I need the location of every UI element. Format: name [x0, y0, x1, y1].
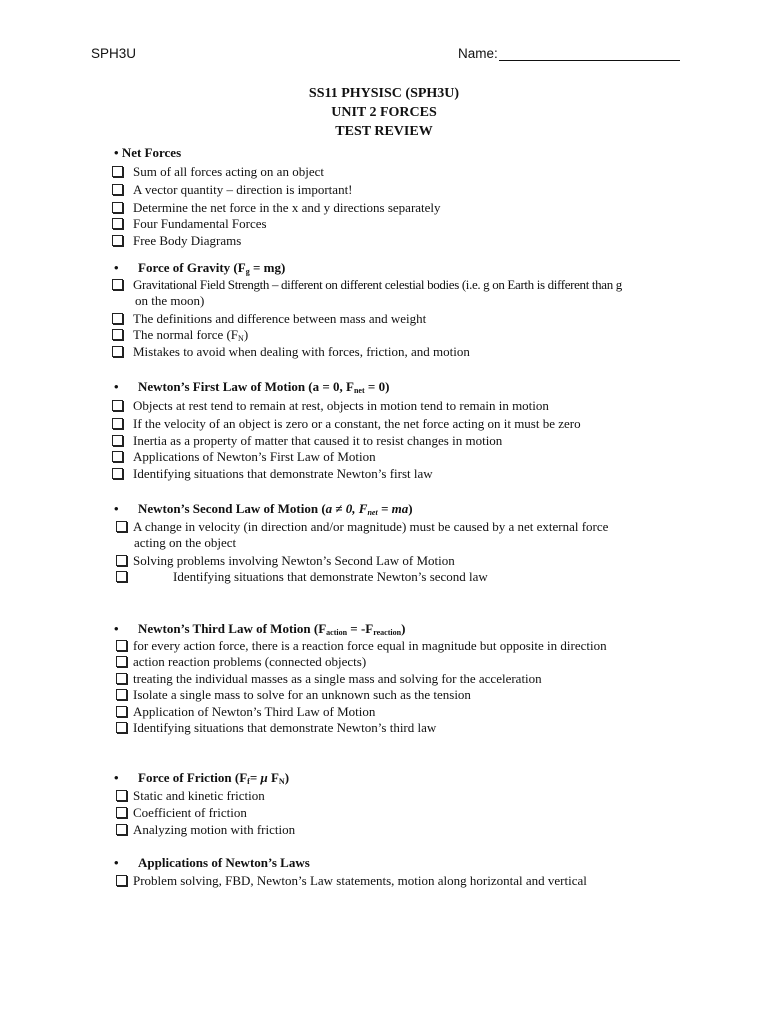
checklist-item: If the velocity of an object is zero or a constant, the net force acting on it must be zero — [112, 415, 581, 432]
checkbox-icon — [116, 722, 127, 733]
checklist-item: Identifying situations that demonstrate Newton’s second law — [116, 568, 488, 585]
checkbox-icon — [112, 313, 123, 324]
checkbox-icon — [116, 656, 127, 667]
checklist-item: Identifying situations that demonstrate Newton’s third law — [116, 719, 436, 736]
checkbox-icon — [112, 202, 123, 213]
checklist-item: Static and kinetic friction — [116, 787, 265, 804]
checkbox-icon — [112, 218, 123, 229]
checkbox-icon — [116, 571, 127, 582]
checklist-item: A vector quantity – direction is important! — [112, 181, 353, 198]
name-blank-line — [499, 46, 680, 61]
title-line-2: UNIT 2 FORCES — [331, 105, 437, 120]
checkbox-icon — [112, 166, 123, 177]
checkbox-icon — [116, 689, 127, 700]
title-line-3: TEST REVIEW — [335, 124, 433, 139]
checkbox-icon — [116, 673, 127, 684]
checklist-item: Application of Newton’s Third Law of Motion — [116, 703, 375, 720]
section-heading-first-law: • Newton’s First Law of Motion (a = 0, $F_{net} = 0$) — [114, 379, 390, 395]
checkbox-icon — [112, 346, 123, 357]
checklist-item: A change in velocity (in direction and/or magnitude) must be caused by a net external force — [116, 518, 608, 535]
checklist-item: The normal force $(F_N)$ — [112, 326, 248, 343]
checklist-item: Coefficient of friction — [116, 804, 247, 821]
checkbox-icon — [112, 451, 123, 462]
section-heading-second-law: • Newton’s Second Law of Motion (a ≠ 0, $F_{net} = ma$) — [114, 501, 413, 517]
checkbox-icon — [116, 807, 127, 818]
checkbox-icon — [116, 824, 127, 835]
checkbox-icon — [112, 279, 123, 290]
checklist-item: Objects at rest tend to remain at rest, objects in motion tend to remain in motion — [112, 397, 549, 414]
section-heading-net-forces: • Net Forces — [114, 145, 182, 160]
checkbox-icon — [112, 235, 123, 246]
checkbox-icon — [116, 640, 127, 651]
checklist-item: Identifying situations that demonstrate Newton’s first law — [112, 465, 433, 482]
checklist-item: Applications of Newton’s First Law of Motion — [112, 448, 376, 465]
checklist-item: Gravitational Field Strength – different on different celestial bodies (i.e. g on Earth is different than g — [112, 276, 622, 293]
checkbox-icon — [116, 875, 127, 886]
checklist-item: Problem solving, FBD, Newton’s Law statements, motion along horizontal and vertical — [116, 872, 587, 889]
course-code: SPH3U — [91, 46, 137, 61]
checklist-item-continuation: acting on the object — [134, 535, 237, 550]
bullet: • — [114, 145, 119, 160]
checkbox-icon — [112, 184, 123, 195]
checkbox-icon — [112, 468, 123, 479]
checkbox-icon — [116, 555, 127, 566]
checklist-item: treating the individual masses as a single mass and solving for the acceleration — [116, 670, 542, 687]
section-heading-gravity: • Force of Gravity $(F_g = mg)$ — [114, 260, 286, 276]
checkbox-icon — [116, 790, 127, 801]
checklist-item: Mistakes to avoid when dealing with forces, friction, and motion — [112, 343, 470, 360]
name-field — [458, 46, 680, 61]
name-label: Name: — [458, 46, 498, 61]
title-line-1: SS11 PHYSISC (SPH3U) — [308, 86, 460, 101]
checklist-item: The definitions and difference between mass and weight — [112, 310, 426, 327]
checklist-item-continuation: on the moon) — [135, 293, 205, 308]
checkbox-icon — [116, 706, 127, 717]
checklist-item: Inertia as a property of matter that caused it to resist changes in motion — [112, 432, 502, 449]
checklist-item: Isolate a single mass to solve for an unknown such as the tension — [116, 686, 471, 703]
section-heading-third-law: • Newton’s Third Law of Motion $(F_{action} = -F_{reaction})$ — [114, 621, 406, 637]
checkbox-icon — [112, 418, 123, 429]
checklist-item: Four Fundamental Forces — [112, 215, 267, 232]
checkbox-icon — [116, 521, 127, 532]
checklist-item: for every action force, there is a reaction force equal in magnitude but opposite in direction — [116, 637, 607, 654]
checklist-item: Determine the net force in the x and y directions separately — [112, 199, 441, 216]
checklist-item: Sum of all forces acting on an object — [112, 163, 324, 180]
section-heading-friction: • Force of Friction ($F_f= \mu$ $F_N$) — [114, 770, 290, 786]
checklist-item: Free Body Diagrams — [112, 232, 241, 249]
checkbox-icon — [112, 400, 123, 411]
checklist-item: Solving problems involving Newton’s Second Law of Motion — [116, 552, 455, 569]
checklist-item: action reaction problems (connected objects) — [116, 653, 366, 670]
section-heading-applications: • Applications of Newton’s Laws — [114, 855, 310, 870]
checkbox-icon — [112, 435, 123, 446]
checkbox-icon — [112, 329, 123, 340]
checklist-item: Analyzing motion with friction — [116, 821, 295, 838]
